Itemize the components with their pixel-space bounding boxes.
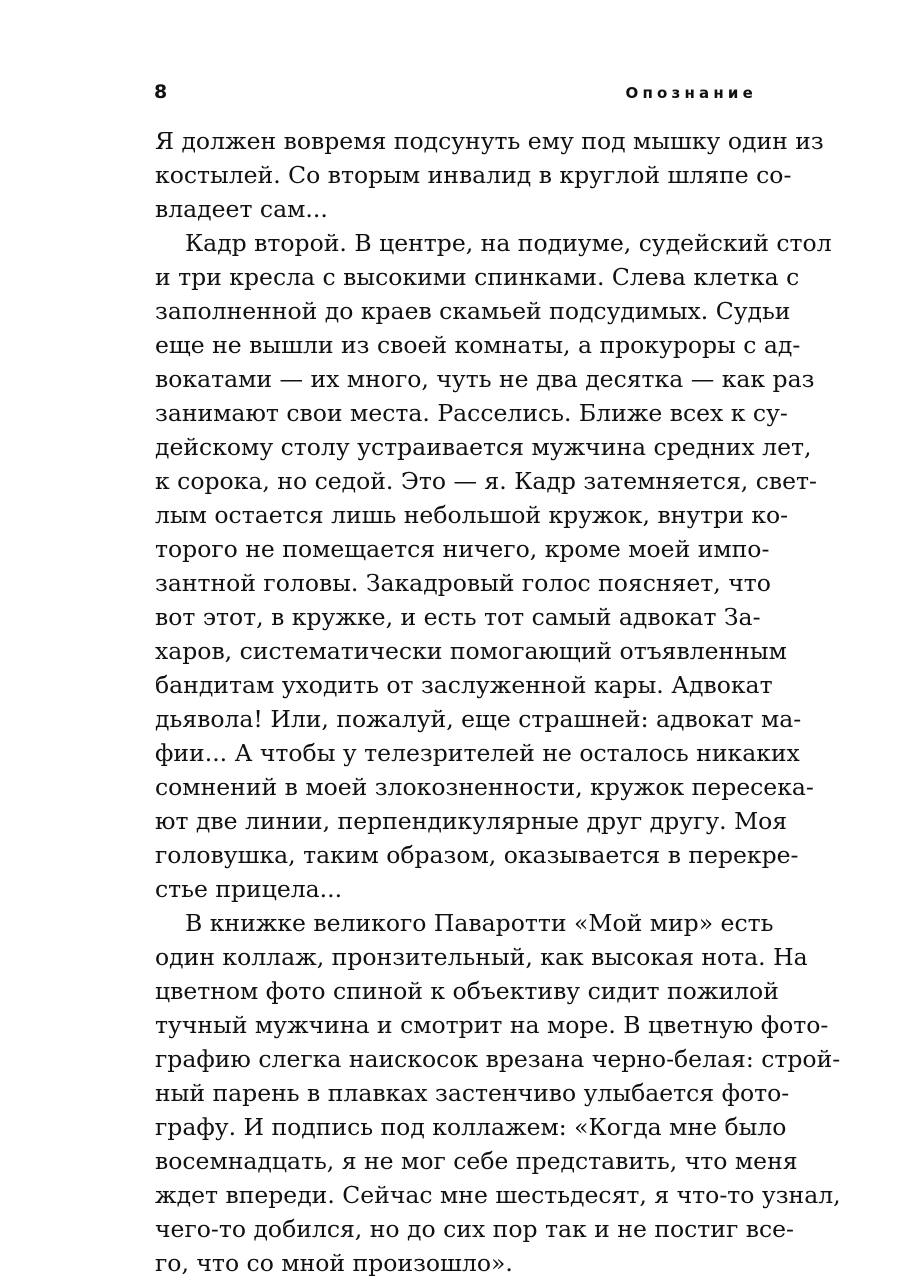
text-line: тучный мужчина и смотрит на море. В цветную фото- xyxy=(155,1011,829,1039)
text-line: дьявола! Или, пожалуй, еще страшней: адвокат ма- xyxy=(155,705,802,733)
text-line: дейскому столу устраивается мужчина средних лет, xyxy=(155,433,812,461)
text-line: графию слегка наискосок врезана черно-белая: строй- xyxy=(155,1045,841,1073)
text-line: харов, систематически помогающий отъявленным xyxy=(155,637,787,665)
text-line: Я должен вовремя подсунуть ему под мышку один из xyxy=(155,127,824,155)
text-line: владеет сам... xyxy=(155,195,328,223)
text-line: го, что со мной произошло». xyxy=(155,1249,513,1277)
text-line: один коллаж, пронзительный, как высокая нота. На xyxy=(155,943,808,971)
text-line: фии... А чтобы у телезрителей не осталось никаких xyxy=(155,739,800,767)
text-line: торого не помещается ничего, кроме моей импо- xyxy=(155,535,770,563)
text-line: заполненной до краев скамьей подсудимых. Судьи xyxy=(155,297,791,325)
text-line: головушка, таким образом, оказывается в перекре- xyxy=(155,841,799,869)
text-line: ный парень в плавках застенчиво улыбается фото- xyxy=(155,1079,790,1107)
text-line: стье прицела... xyxy=(155,875,343,903)
text-line: занимают свои места. Расселись. Ближе всех к су- xyxy=(155,399,788,427)
text-line: цветном фото спиной к объективу сидит пожилой xyxy=(155,977,779,1005)
text-line: вокатами — их много, чуть не два десятка — как раз xyxy=(155,365,815,393)
text-line: ждет впереди. Сейчас мне шестьдесят, я что-то узнал, xyxy=(155,1181,841,1209)
text-line: костылей. Со вторым инвалид в круглой шляпе со- xyxy=(155,161,792,189)
text-line: к сорока, но седой. Это — я. Кадр затемняется, свет- xyxy=(155,467,817,495)
text-line: еще не вышли из своей комнаты, а прокуроры с ад- xyxy=(155,331,801,359)
text-line: графу. И подпись под коллажем: «Когда мне было xyxy=(155,1113,787,1141)
text-line: сомнений в моей злокозненности, кружок пересека- xyxy=(155,773,814,801)
text-line: вот этот, в кружке, и есть тот самый адвокат За- xyxy=(155,603,761,631)
body-text xyxy=(155,124,841,1280)
page-number: 8 xyxy=(154,81,168,103)
text-line: бандитам уходить от заслуженной кары. Адвокат xyxy=(155,671,773,699)
text-line: восемнадцать, я не мог себе представить, что меня xyxy=(155,1147,798,1175)
text-line: ют две линии, перпендикулярные друг другу. Моя xyxy=(155,807,788,835)
running-title: Опознание xyxy=(625,84,757,102)
text-line: В книжке великого Паваротти «Мой мир» есть xyxy=(185,909,774,937)
text-line: и три кресла с высокими спинками. Слева клетка с xyxy=(155,263,800,291)
text-line: чего-то добился, но до сих пор так и не постиг все- xyxy=(155,1215,794,1243)
text-line: Кадр второй. В центре, на подиуме, судейский стол xyxy=(185,229,832,257)
text-line: лым остается лишь небольшой кружок, внутри ко- xyxy=(155,501,789,529)
text-line: зантной головы. Закадровый голос поясняет, что xyxy=(155,569,771,597)
